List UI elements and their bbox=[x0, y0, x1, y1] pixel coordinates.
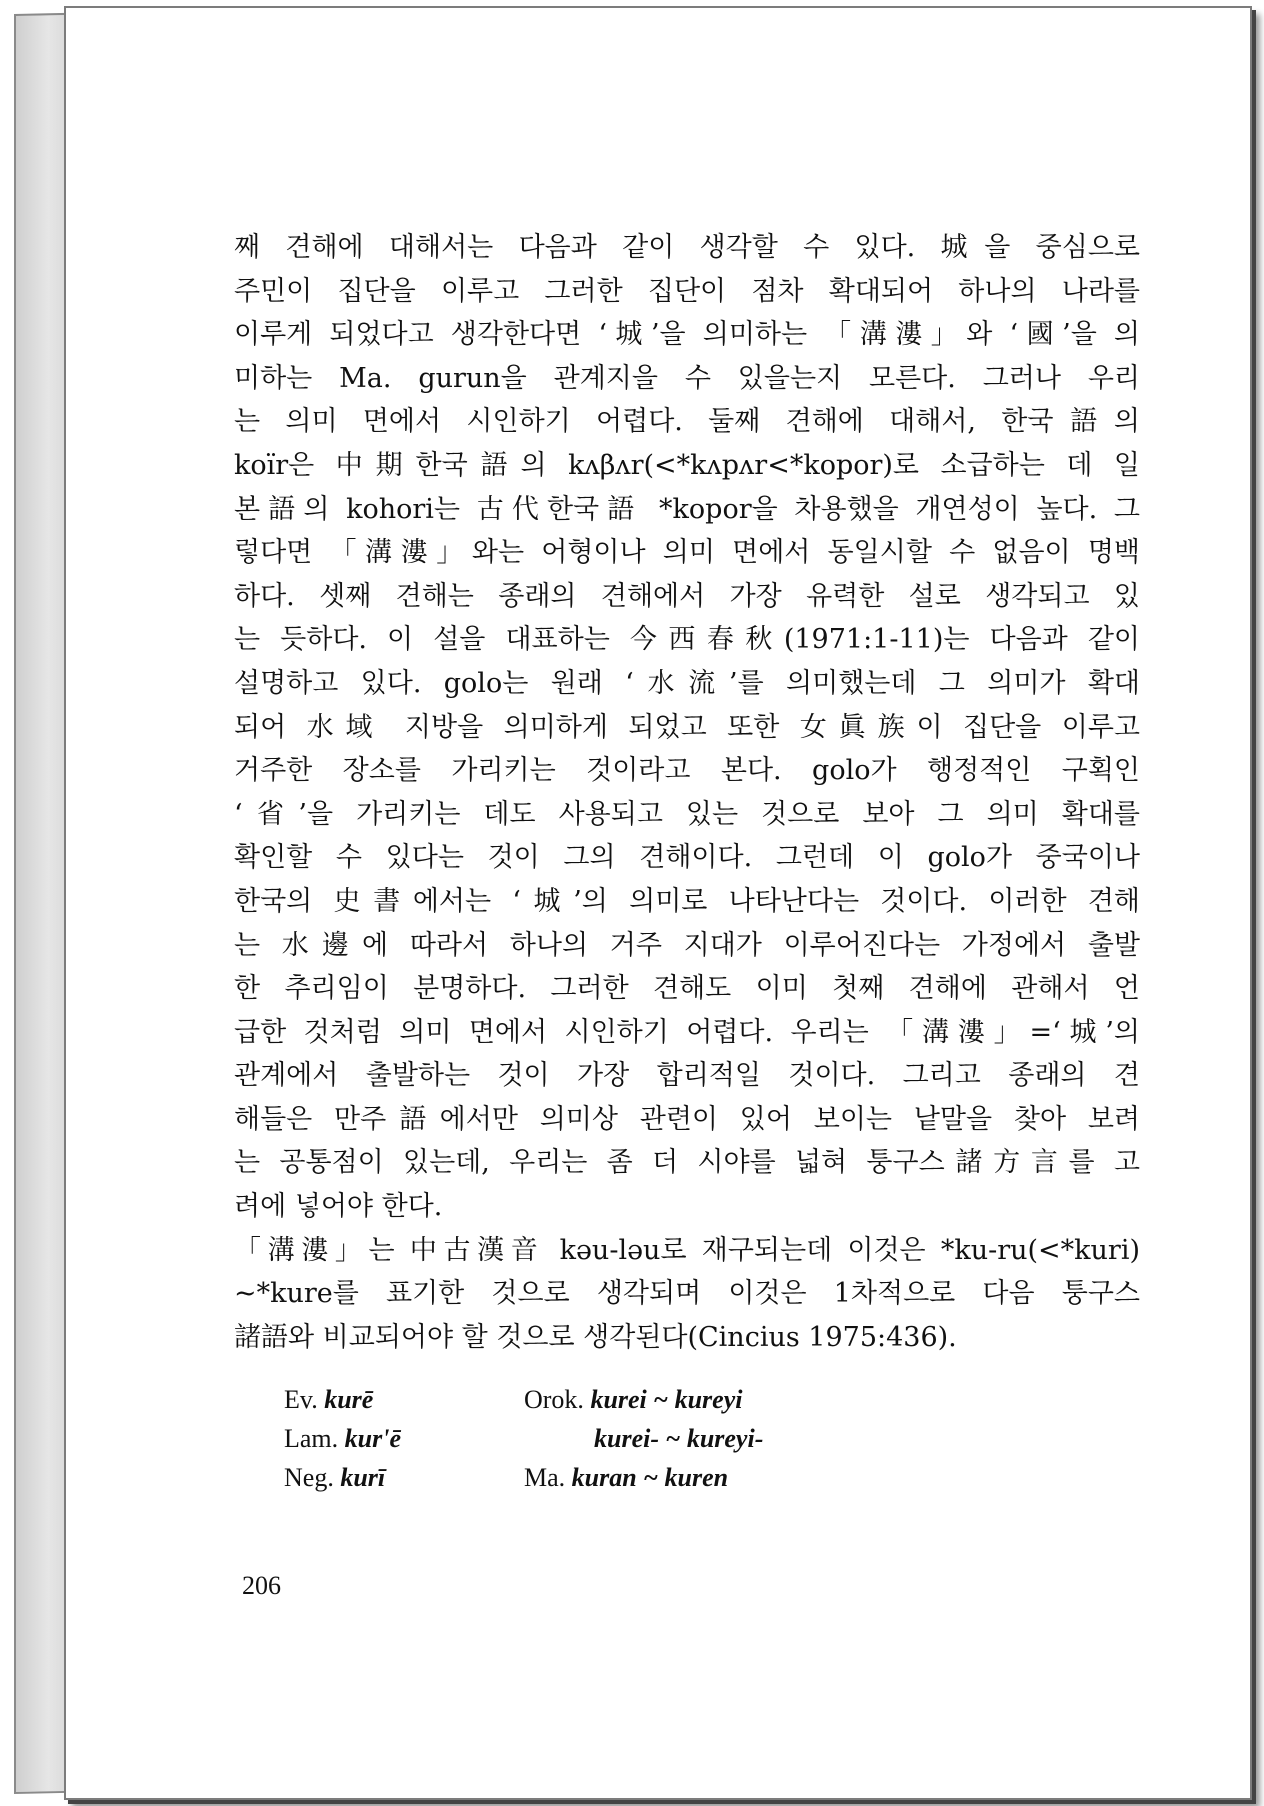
example-left bbox=[284, 1419, 401, 1458]
language-abbrev: Neg. bbox=[284, 1463, 334, 1492]
text-line: 이루게 되었다고 생각한다면 ‘城’을 의미하는 「溝漊」와 ‘國’을 의 bbox=[234, 319, 1140, 351]
cognate-word: kurei- ~ kureyi- bbox=[594, 1424, 764, 1453]
example-left bbox=[284, 1458, 385, 1497]
text-line: 諸語와 비교되어야 할 것으로 생각된다(Cincius 1975:436). bbox=[234, 1321, 957, 1353]
text-line: 「溝漊」는 中古漢音 kəu-ləu로 재구되는데 이것은 *ku-ru(<*kuri) bbox=[234, 1234, 1140, 1266]
example-left bbox=[284, 1380, 373, 1419]
language-abbrev: Orok. bbox=[524, 1385, 584, 1414]
example-right bbox=[524, 1380, 742, 1419]
cognate-word: kur'ē bbox=[344, 1424, 401, 1453]
text-line: 째 견해에 대해서는 다음과 같이 생각할 수 있다. 城을 중심으로 bbox=[234, 232, 1140, 263]
text-line: 는 水邊에 따라서 하나의 거주 지대가 이루어진다는 가정에서 출발 bbox=[234, 929, 1140, 961]
cognate-word: kurē bbox=[324, 1385, 374, 1414]
text-line: 급한 것처럼 의미 면에서 시인하기 어렵다. 우리는 「溝漊」=‘城’의 bbox=[234, 1016, 1140, 1048]
text-line: 하다. 셋째 견해는 종래의 견해에서 가장 유력한 설로 생각되고 있 bbox=[234, 580, 1140, 612]
text-line: 주민이 집단을 이루고 그러한 집단이 점차 확대되어 하나의 나라를 bbox=[234, 275, 1140, 307]
text-line: 한 추리임이 분명하다. 그러한 견해도 이미 첫째 견해에 관해서 언 bbox=[234, 973, 1140, 1005]
text-line: 한국의 史書에서는 ‘城’의 의미로 나타난다는 것이다. 이러한 견해 bbox=[234, 885, 1140, 917]
example-row bbox=[284, 1380, 984, 1419]
text-line: 려에 넣어야 한다. bbox=[234, 1191, 443, 1223]
text-line: 는 듯하다. 이 설을 대표하는 今西春秋(1971:1-11)는 다음과 같이 bbox=[234, 624, 1140, 656]
example-row bbox=[284, 1419, 984, 1458]
book-page bbox=[64, 6, 1252, 1800]
text-line: 미하는 Ma. gurun을 관계지을 수 있을는지 모른다. 그러나 우리 bbox=[234, 362, 1140, 394]
text-line: 확인할 수 있다는 것이 그의 견해이다. 그런데 이 golo가 중국이나 bbox=[234, 842, 1140, 874]
cognate-word: kuran ~ kuren bbox=[571, 1463, 729, 1492]
text-line: 거주한 장소를 가리키는 것이라고 본다. golo가 행정적인 구획인 bbox=[234, 755, 1140, 787]
cognate-examples bbox=[284, 1380, 984, 1497]
language-abbrev: Ev. bbox=[284, 1385, 318, 1414]
page-number: 206 bbox=[242, 1571, 281, 1600]
language-abbrev: Ma. bbox=[524, 1463, 566, 1492]
text-line: koïr은 中期한국語의 kʌβʌr(<*kʌpʌr<*kopor)로 소급하는 데 일 bbox=[234, 449, 1140, 481]
body-text bbox=[234, 226, 1140, 1359]
text-line: 는 의미 면에서 시인하기 어렵다. 둘째 견해에 대해서, 한국語의 bbox=[234, 406, 1140, 438]
cognate-word: kurei ~ kureyi bbox=[590, 1385, 743, 1414]
text-line: ~*kure를 표기한 것으로 생각되며 이것은 1차적으로 다음 퉁구스 bbox=[234, 1278, 1140, 1310]
text-line: 되어 水域 지방을 의미하게 되었고 또한 女眞族이 집단을 이루고 bbox=[234, 711, 1140, 743]
example-right bbox=[524, 1458, 728, 1497]
text-line: 설명하고 있다. golo는 원래 ‘水流’를 의미했는데 그 의미가 확대 bbox=[234, 667, 1140, 699]
text-line: 해들은 만주語에서만 의미상 관련이 있어 보이는 낱말을 찾아 보려 bbox=[234, 1103, 1140, 1135]
text-line: 관계에서 출발하는 것이 가장 합리적일 것이다. 그리고 종래의 견 bbox=[234, 1060, 1140, 1092]
language-abbrev: Lam. bbox=[284, 1424, 339, 1453]
cognate-word: kurī bbox=[340, 1463, 386, 1492]
text-line: 렇다면 「溝漊」와는 어형이나 의미 면에서 동일시할 수 없음이 명백 bbox=[234, 537, 1140, 569]
example-right bbox=[594, 1419, 763, 1458]
text-line: ‘省’을 가리키는 데도 사용되고 있는 것으로 보아 그 의미 확대를 bbox=[234, 798, 1140, 830]
example-row bbox=[284, 1458, 984, 1497]
text-line: 본語의 kohori는 古代한국語 *kopor을 차용했을 개연성이 높다. 그 bbox=[234, 493, 1140, 525]
text-line: 는 공통점이 있는데, 우리는 좀 더 시야를 넓혀 퉁구스諸方言를 고 bbox=[234, 1147, 1140, 1179]
